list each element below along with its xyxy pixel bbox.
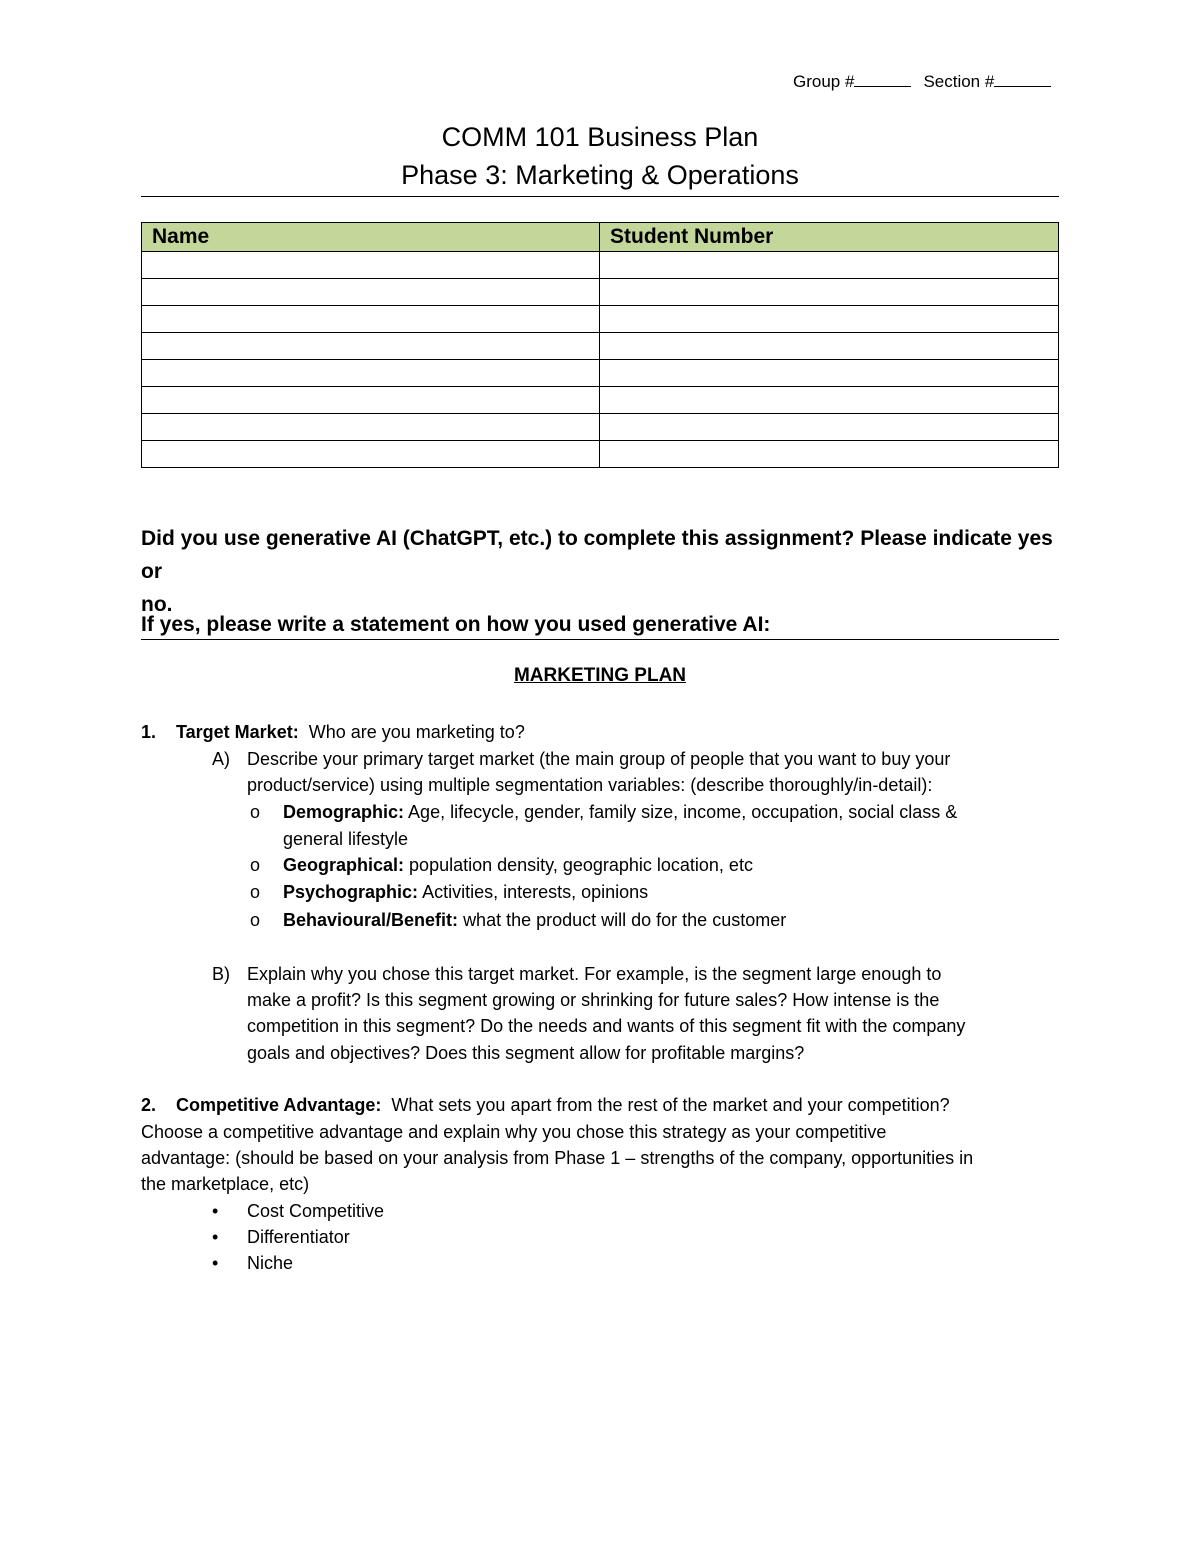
competitive-advantage-question: What sets you apart from the rest of the market and your competition? — [391, 1095, 950, 1115]
student-number-cell[interactable] — [600, 441, 1059, 468]
table-row — [142, 252, 1059, 279]
document-subtitle: Phase 3: Marketing & Operations — [401, 160, 799, 190]
bullet-dot-marker: • — [212, 1201, 219, 1221]
bullet-o-marker: o — [250, 802, 261, 822]
name-cell[interactable] — [142, 360, 600, 387]
item1-a-marker: A) — [212, 749, 230, 769]
bullet-o-marker: o — [250, 855, 261, 875]
item1-b-line: goals and objectives? Does this segment allow for profitable margins? — [247, 1043, 805, 1063]
item2-heading — [176, 1092, 950, 1119]
option-niche: Niche — [247, 1253, 294, 1273]
table-row — [142, 387, 1059, 414]
ai-statement-line[interactable] — [141, 639, 1059, 640]
name-cell[interactable] — [142, 414, 600, 441]
item1-a-line1: Describe your primary target market (the main group of people that you want to buy your — [247, 749, 951, 769]
bullet-o-marker: o — [250, 910, 261, 930]
item1-heading — [176, 719, 525, 746]
group-label: Group # — [793, 72, 855, 91]
name-cell[interactable] — [142, 333, 600, 360]
student-number-cell[interactable] — [600, 387, 1059, 414]
competitive-advantage-title: Competitive Advantage: — [176, 1095, 382, 1115]
names-table — [141, 222, 1059, 468]
option-cost-competitive: Cost Competitive — [247, 1201, 385, 1221]
table-header-row — [142, 223, 1059, 252]
name-cell[interactable] — [142, 441, 600, 468]
section-blank[interactable] — [994, 72, 1051, 87]
table-row — [142, 279, 1059, 306]
list-item: Behavioural/Benefit: what the product will do for the customer — [283, 910, 787, 930]
item1-a-line2: product/service) using multiple segmentation variables: (describe thoroughly/in-detail): — [247, 775, 933, 795]
section-label: Section # — [923, 72, 995, 91]
table-row — [142, 306, 1059, 333]
marketing-plan-heading: MARKETING PLAN — [513, 665, 687, 686]
student-number-cell[interactable] — [600, 414, 1059, 441]
name-column-header: Name — [142, 223, 600, 252]
student-number-cell[interactable] — [600, 252, 1059, 279]
student-number-cell[interactable] — [600, 333, 1059, 360]
option-differentiator: Differentiator — [247, 1227, 350, 1247]
student-number-cell[interactable] — [600, 360, 1059, 387]
item1-b-line: competition in this segment? Do the needs and wants of this segment fit with the company — [247, 1016, 966, 1036]
student-number-cell[interactable] — [600, 306, 1059, 333]
list-item-continuation: general lifestyle — [283, 829, 409, 849]
title-rule — [141, 196, 1059, 197]
ai-question-line1: Did you use generative AI (ChatGPT, etc.) to complete this assignment? Please indicate yes or — [141, 527, 1053, 583]
item2-line: Choose a competitive advantage and explain why you chose this strategy as your competitive — [141, 1122, 887, 1142]
table-row — [142, 360, 1059, 387]
name-cell[interactable] — [142, 306, 600, 333]
item2-number: 2. — [141, 1095, 157, 1115]
list-item: Geographical: population density, geographic location, etc — [283, 855, 753, 875]
table-row — [142, 333, 1059, 360]
bullet-dot-marker: • — [212, 1227, 219, 1247]
group-blank[interactable] — [854, 72, 911, 87]
bullet-o-marker: o — [250, 882, 261, 902]
group-section-header — [793, 72, 1051, 92]
item2-line: advantage: (should be based on your analysis from Phase 1 – strengths of the company, opportunities in — [141, 1148, 974, 1168]
student-number-column-header: Student Number — [600, 223, 1059, 252]
name-cell[interactable] — [142, 252, 600, 279]
document-title: COMM 101 Business Plan — [441, 122, 759, 152]
bullet-dot-marker: • — [212, 1253, 219, 1273]
item1-b-line: make a profit? Is this segment growing or shrinking for future sales? How intense is the — [247, 990, 940, 1010]
target-market-question: Who are you marketing to? — [308, 722, 525, 742]
name-cell[interactable] — [142, 387, 600, 414]
item1-b-line: Explain why you chose this target market. For example, is the segment large enough to — [247, 964, 942, 984]
student-number-cell[interactable] — [600, 279, 1059, 306]
ai-question — [141, 522, 1061, 621]
item1-b-marker: B) — [212, 964, 230, 984]
list-item: Psychographic: Activities, interests, opinions — [283, 882, 649, 902]
table-row — [142, 441, 1059, 468]
table-row — [142, 414, 1059, 441]
item1-number: 1. — [141, 722, 157, 742]
name-cell[interactable] — [142, 279, 600, 306]
list-item: Demographic: Age, lifecycle, gender, family size, income, occupation, social class & — [283, 802, 958, 822]
ai-statement-prompt: If yes, please write a statement on how you used generative AI: — [141, 613, 771, 636]
target-market-title: Target Market: — [176, 722, 299, 742]
item2-line: the marketplace, etc) — [141, 1174, 310, 1194]
ai-question-line2: no. — [141, 593, 173, 616]
